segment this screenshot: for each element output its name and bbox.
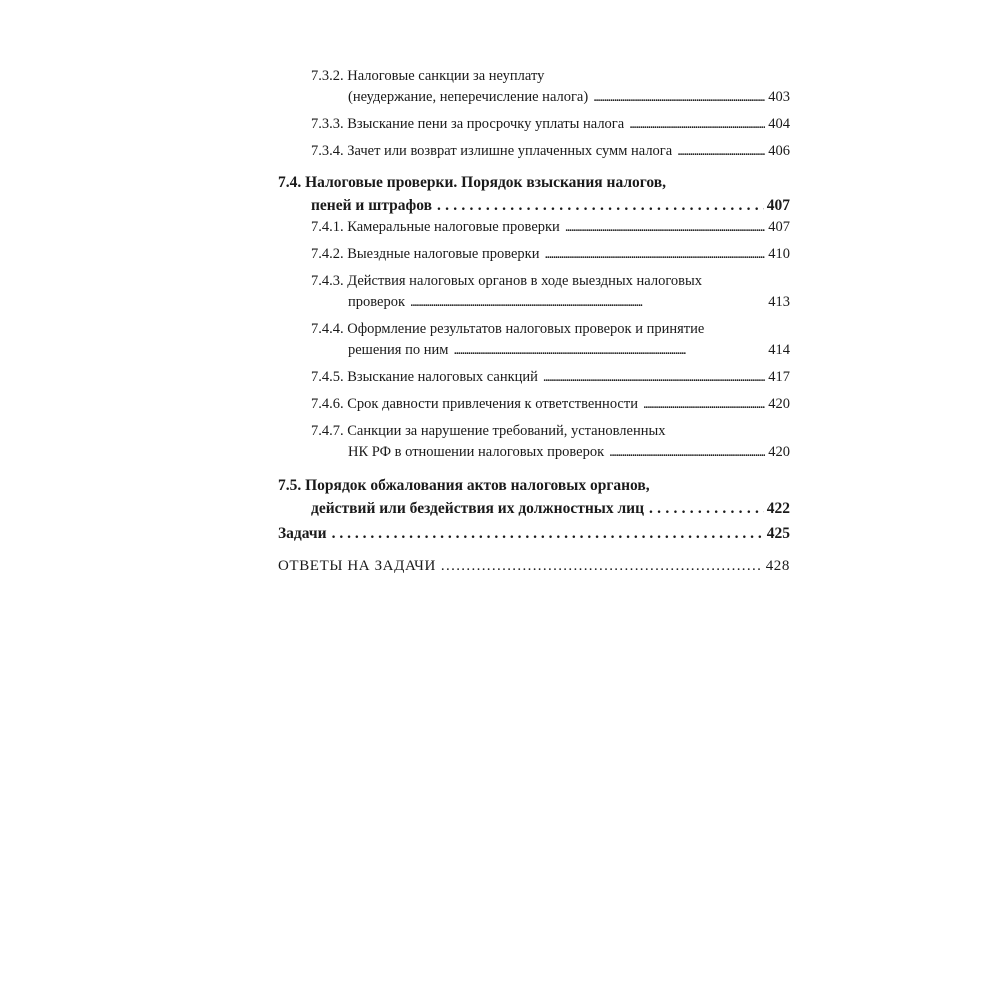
entry-title-continued: НК РФ в отношении налоговых проверок: [348, 444, 605, 460]
entry-title: Выездные налоговые проверки: [347, 246, 540, 262]
entry-title: Зачет или возврат излишне уплаченных сумм налога: [347, 143, 673, 159]
dot-leader: [543, 367, 765, 388]
section-number: 7.4.: [278, 174, 302, 191]
toc-entry-7-4-5: [278, 367, 790, 388]
dot-leader: [593, 87, 765, 108]
entry-title: Задачи: [278, 525, 327, 542]
dot-leader: [453, 340, 765, 361]
page-number: 417: [768, 369, 790, 385]
dot-leader: [545, 244, 766, 265]
toc-entry-7-4-4: [278, 319, 790, 361]
toc-entry-7-4-3: [278, 271, 790, 313]
section-title: Порядок обжалования актов налоговых органов,: [305, 477, 650, 494]
page-number: 413: [768, 294, 790, 310]
page-number: 428: [765, 558, 790, 574]
dot-leader: [643, 394, 765, 415]
page-number: 404: [768, 116, 790, 132]
page-number: 406: [768, 143, 790, 159]
dot-leader: [677, 141, 765, 162]
entry-number: 7.4.4.: [311, 321, 344, 337]
toc-entry-7-4-7: [278, 421, 790, 463]
dot-leader: [332, 522, 764, 545]
page-number: 403: [768, 89, 790, 105]
dot-leader: [629, 114, 765, 135]
entry-number: 7.4.6.: [311, 396, 344, 412]
entry-number: 7.4.2.: [311, 246, 344, 262]
dot-leader: [410, 292, 765, 313]
entry-title: Налоговые санкции за неуплату: [347, 68, 545, 84]
toc-section-7-5: [278, 474, 790, 520]
entry-number: 7.3.4.: [311, 143, 344, 159]
dot-leader: [565, 217, 765, 238]
entry-number: 7.4.1.: [311, 219, 344, 235]
entry-title: Взыскание пени за просрочку уплаты налога: [347, 116, 625, 132]
entry-title-continued: (неудержание, неперечисление налога): [348, 89, 589, 105]
page-number: 407: [768, 219, 790, 235]
entry-number: 7.3.3.: [311, 116, 344, 132]
entry-number: 7.4.7.: [311, 423, 344, 439]
entry-title: Срок давности привлечения к ответственности: [347, 396, 638, 412]
page-number: 422: [766, 500, 790, 517]
entry-title-continued: решения по ним: [348, 342, 449, 358]
entry-number: 7.4.5.: [311, 369, 344, 385]
page-number: 420: [768, 396, 790, 412]
toc-entry-7-3-2: [278, 66, 790, 108]
page-number: 407: [766, 197, 790, 214]
section-title-continued: действий или бездействия их должностных лиц: [311, 500, 645, 517]
dot-leader: [649, 497, 764, 520]
toc-section-7-4: [278, 171, 790, 217]
toc-entry-7-4-2: [278, 244, 790, 265]
dot-leader: [441, 555, 763, 578]
entry-number: 7.3.2.: [311, 68, 344, 84]
entry-title: Санкции за нарушение требований, установленных: [347, 423, 666, 439]
toc-entry-7-3-3: [278, 114, 790, 135]
entry-title: Камеральные налоговые проверки: [347, 219, 560, 235]
entry-number: 7.4.3.: [311, 273, 344, 289]
table-of-contents: [278, 66, 790, 578]
dot-leader: [609, 442, 765, 463]
toc-entry-tasks: [278, 522, 790, 545]
section-number: 7.5.: [278, 477, 302, 494]
toc-entry-7-3-4: [278, 141, 790, 162]
section-title-continued: пеней и штрафов: [311, 197, 432, 214]
entry-title: Действия налоговых органов в ходе выездных налоговых: [347, 273, 703, 289]
toc-entry-7-4-6: [278, 394, 790, 415]
page-number: 420: [768, 444, 790, 460]
entry-title: Оформление результатов налоговых проверок и принятие: [347, 321, 705, 337]
page-number: 425: [766, 525, 790, 542]
entry-title-continued: проверок: [348, 294, 406, 310]
entry-title: Взыскание налоговых санкций: [347, 369, 538, 385]
toc-entry-answers: [278, 555, 790, 578]
section-title: Налоговые проверки. Порядок взыскания налогов,: [305, 174, 667, 191]
page-number: 410: [768, 246, 790, 262]
toc-entry-7-4-1: [278, 217, 790, 238]
dot-leader: [437, 194, 764, 217]
page-number: 414: [768, 342, 790, 358]
entry-title: ОТВЕТЫ НА ЗАДАЧИ: [278, 558, 436, 574]
